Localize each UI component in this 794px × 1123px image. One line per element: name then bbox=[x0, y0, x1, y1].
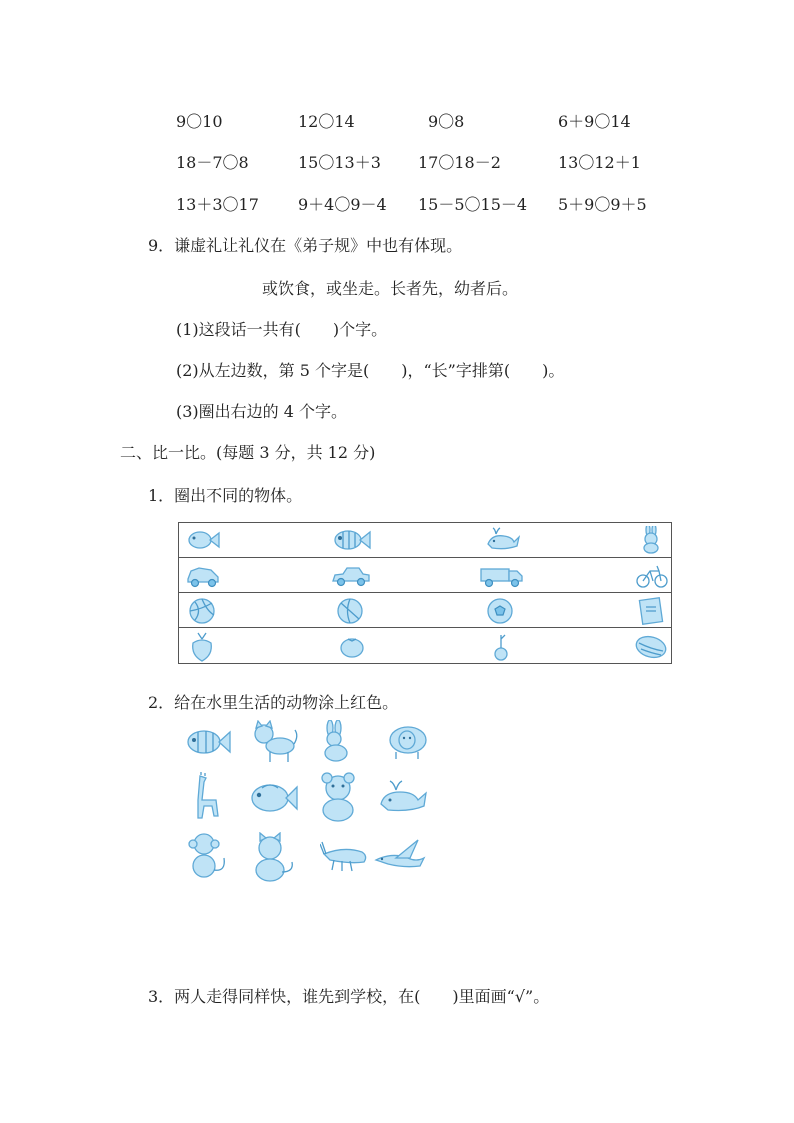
monkey-icon[interactable] bbox=[186, 832, 236, 882]
comparison-item: 13＋3〇17 bbox=[176, 195, 259, 214]
fish-icon[interactable] bbox=[185, 526, 221, 554]
section-2-question-2: 2．给在水里生活的动物涂上红色。 bbox=[148, 693, 399, 712]
bicycle-icon[interactable] bbox=[635, 561, 669, 589]
comparison-item: 9〇10 bbox=[176, 112, 223, 131]
question-9-sub2: (2)从左边数，第 5 个字是( )，“长”字排第( )。 bbox=[176, 361, 565, 380]
table-row bbox=[179, 593, 671, 628]
comparison-item: 5＋9〇9＋5 bbox=[558, 195, 647, 214]
rabbit-icon[interactable] bbox=[637, 526, 673, 554]
section-2-heading: 二、比一比。(每题 3 分，共 12 分) bbox=[120, 443, 376, 462]
comparison-item: 15－5〇15－4 bbox=[418, 195, 528, 214]
soccer-ball-icon[interactable] bbox=[485, 596, 521, 624]
whale-icon[interactable] bbox=[484, 526, 520, 554]
comparison-item: 18－7〇8 bbox=[176, 153, 249, 172]
car-icon[interactable] bbox=[185, 561, 221, 589]
clownfish-icon[interactable] bbox=[182, 722, 232, 766]
section-2-question-1: 1．圈出不同的物体。 bbox=[148, 486, 303, 505]
kitten-icon[interactable] bbox=[248, 832, 298, 882]
apple-icon[interactable] bbox=[489, 631, 513, 659]
giraffe-icon[interactable] bbox=[186, 772, 236, 822]
tomato-icon[interactable] bbox=[337, 631, 373, 659]
truck-icon[interactable] bbox=[479, 561, 525, 589]
comparison-item: 6＋9〇14 bbox=[558, 112, 631, 131]
radish-icon[interactable] bbox=[187, 631, 223, 659]
sheep-icon[interactable] bbox=[382, 722, 432, 766]
question-9-sub3: (3)圈出右边的 4 个字。 bbox=[176, 402, 348, 421]
comparison-item: 12〇14 bbox=[298, 112, 355, 131]
table-row bbox=[179, 558, 671, 593]
whale-icon[interactable] bbox=[378, 778, 428, 822]
cat-icon[interactable] bbox=[250, 720, 300, 764]
melon-icon[interactable] bbox=[633, 631, 669, 659]
beach-ball-icon[interactable] bbox=[335, 596, 371, 624]
rabbit-icon[interactable] bbox=[316, 720, 366, 764]
question-9-sub1: (1)这段话一共有( )个字。 bbox=[176, 320, 388, 339]
section-2-question-3: 3．两人走得同样快，谁先到学校，在( )里面画“√”。 bbox=[148, 987, 550, 1006]
question-9-title: 9．谦虚礼让礼仪在《弟子规》中也有体现。 bbox=[148, 236, 463, 255]
sedan-icon[interactable] bbox=[331, 561, 367, 589]
comparison-item: 9〇8 bbox=[428, 112, 465, 131]
shrimp-icon[interactable] bbox=[320, 840, 370, 876]
fish-icon[interactable] bbox=[248, 776, 298, 820]
comparison-item: 13〇12＋1 bbox=[558, 153, 641, 172]
clownfish-icon[interactable] bbox=[331, 526, 367, 554]
book-icon[interactable] bbox=[637, 596, 673, 624]
odd-one-out-table bbox=[178, 522, 672, 664]
table-row bbox=[179, 628, 671, 663]
comparison-item: 9＋4〇9－4 bbox=[298, 195, 387, 214]
volleyball-icon[interactable] bbox=[187, 596, 223, 624]
bird-icon[interactable] bbox=[374, 838, 428, 878]
question-9-quote: 或饮食，或坐走。长者先，幼者后。 bbox=[262, 279, 519, 298]
bear-icon[interactable] bbox=[316, 772, 366, 822]
table-row bbox=[179, 523, 671, 558]
comparison-item: 17〇18－2 bbox=[418, 153, 501, 172]
comparison-item: 15〇13＋3 bbox=[298, 153, 381, 172]
